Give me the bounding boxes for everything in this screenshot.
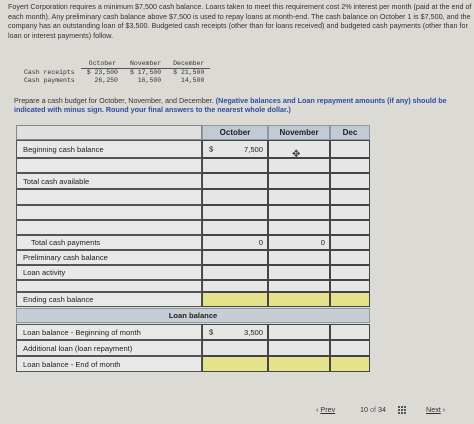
row-label-loan-activity: Loan activity — [16, 265, 202, 280]
blank-dec-input[interactable] — [330, 220, 370, 235]
total-available-nov-input[interactable] — [268, 173, 330, 189]
col-header-october: October — [202, 125, 268, 140]
loan-end-dec-input[interactable] — [330, 356, 370, 372]
total-available-dec-input[interactable] — [330, 173, 370, 189]
preliminary-dec-input[interactable] — [330, 250, 370, 265]
page-indicator: 10 of 34 — [360, 405, 386, 414]
table-row — [16, 280, 474, 292]
header-row — [16, 125, 474, 140]
table-row — [16, 173, 474, 189]
blank-nov-input[interactable] — [268, 158, 330, 173]
mini-cell: $ 17,500 — [129, 68, 162, 76]
dollar-sign: $ — [209, 144, 214, 154]
row-label-blank[interactable] — [16, 189, 202, 205]
mini-header-december: December — [167, 60, 210, 68]
grid-icon[interactable] — [398, 405, 406, 414]
beginning-dec-input[interactable] — [330, 140, 370, 158]
row-label-loan-begin: Loan balance - Beginning of month — [16, 324, 202, 340]
total-payments-nov: 0 — [268, 235, 330, 250]
col-header-december: Dec — [330, 125, 370, 140]
beginning-oct-input[interactable]: $ 7,500 — [202, 140, 268, 158]
dollar-sign: $ — [209, 327, 214, 337]
loan-end-oct-input[interactable] — [202, 356, 268, 372]
loan-activity-nov-input[interactable] — [268, 265, 330, 280]
chevron-left-icon: ‹ — [316, 405, 319, 414]
table-row — [16, 220, 474, 235]
total-payments-dec — [330, 235, 370, 250]
additional-loan-nov-input[interactable] — [268, 340, 330, 356]
col-header-november: November — [268, 125, 330, 140]
row-label-blank[interactable] — [16, 220, 202, 235]
row-label-preliminary: Preliminary cash balance — [16, 250, 202, 265]
receipts-payments-table — [18, 60, 210, 86]
blank-nov-input[interactable] — [268, 280, 330, 292]
mini-header-november: November — [124, 60, 167, 68]
mini-cell: 14,500 — [180, 77, 205, 84]
mini-row-label: Cash payments — [24, 77, 75, 84]
next-button[interactable]: Next › — [426, 405, 446, 414]
row-label-additional-loan: Additional loan (loan repayment) — [16, 340, 202, 356]
prev-button[interactable]: ‹ Prev — [316, 405, 336, 414]
blank-dec-input[interactable] — [330, 158, 370, 173]
row-label-blank[interactable] — [16, 158, 202, 173]
instructions — [14, 96, 472, 114]
loan-balance-header: Loan balance — [16, 308, 370, 323]
row-label-total-available: Total cash available — [16, 173, 202, 189]
ending-dec-input[interactable] — [330, 292, 370, 307]
table-row — [16, 140, 474, 158]
blank-oct-input[interactable] — [202, 158, 268, 173]
table-row — [16, 235, 474, 250]
row-label-ending: Ending cash balance — [16, 292, 202, 307]
mini-cell: $ 23,500 — [86, 68, 118, 76]
loan-activity-dec-input[interactable] — [330, 265, 370, 280]
blank-dec-input[interactable] — [330, 205, 370, 220]
preliminary-oct-input[interactable] — [202, 250, 268, 265]
ending-oct-input[interactable] — [202, 292, 268, 307]
blank-dec-input[interactable] — [330, 189, 370, 205]
blank-nov-input[interactable] — [268, 189, 330, 205]
loan-begin-dec-input[interactable] — [330, 324, 370, 340]
blank-oct-input[interactable] — [202, 220, 268, 235]
table-row — [16, 340, 474, 356]
loan-end-nov-input[interactable] — [268, 356, 330, 372]
table-row — [16, 324, 474, 340]
move-cursor-icon: ✥ — [292, 149, 301, 160]
row-label-beginning: Beginning cash balance — [16, 140, 202, 158]
row-label-total-payments: Total cash payments — [16, 235, 202, 250]
mini-cell: 26,250 — [94, 77, 118, 84]
blank-nov-input[interactable] — [268, 220, 330, 235]
instructions-plain: Prepare a cash budget for October, November, and December. — [14, 96, 214, 105]
loan-begin-nov-input[interactable] — [268, 324, 330, 340]
additional-loan-dec-input[interactable] — [330, 340, 370, 356]
preliminary-nov-input[interactable] — [268, 250, 330, 265]
loan-activity-oct-input[interactable] — [202, 265, 268, 280]
table-row — [16, 356, 474, 372]
total-available-oct-input[interactable] — [202, 173, 268, 189]
table-row — [16, 205, 474, 220]
problem-description: Foyert Corporation requires a minimum $7,500 cash balance. Loans taken to meet this requirement cost 2% interest per month (paid at the end of each month). Any preliminary cash balance above $7,500 is used to repay loans at month-end. The cash balance on October 1 is $7,500, and the company has an outstanding loan of $3,500. Budgeted cash receipts (other than for loans received) and budgeted cash payments (other than for loan or interest payments) follow. — [8, 2, 472, 40]
row-label-blank[interactable] — [16, 280, 202, 292]
cash-budget-table — [16, 125, 474, 377]
ending-nov-input[interactable] — [268, 292, 330, 307]
blank-dec-input[interactable] — [330, 280, 370, 292]
additional-loan-oct-input[interactable] — [202, 340, 268, 356]
chevron-right-icon: › — [442, 405, 446, 414]
mini-cell: 16,500 — [137, 77, 162, 84]
mini-cell: $ 21,500 — [173, 68, 205, 76]
blank-oct-input[interactable] — [202, 280, 268, 292]
loan-begin-oct-input[interactable]: $ 3,500 — [202, 324, 268, 340]
blank-oct-input[interactable] — [202, 205, 268, 220]
table-row — [16, 292, 474, 307]
table-row — [16, 250, 474, 265]
total-payments-oct: 0 — [202, 235, 268, 250]
table-row — [16, 189, 474, 205]
blank-nov-input[interactable] — [268, 205, 330, 220]
mini-header-october: October — [81, 60, 124, 68]
row-label-loan-end: Loan balance - End of month — [16, 356, 202, 372]
table-row — [16, 265, 474, 280]
table-row — [16, 158, 474, 173]
mini-row-label: Cash receipts — [24, 68, 75, 76]
blank-oct-input[interactable] — [202, 189, 268, 205]
row-label-blank[interactable] — [16, 205, 202, 220]
instructions-bold: (Negative balances and Loan repayment amounts (if any) should be indicated with minus sign. Round your final answers to the nearest whole dollar.) — [14, 96, 447, 114]
